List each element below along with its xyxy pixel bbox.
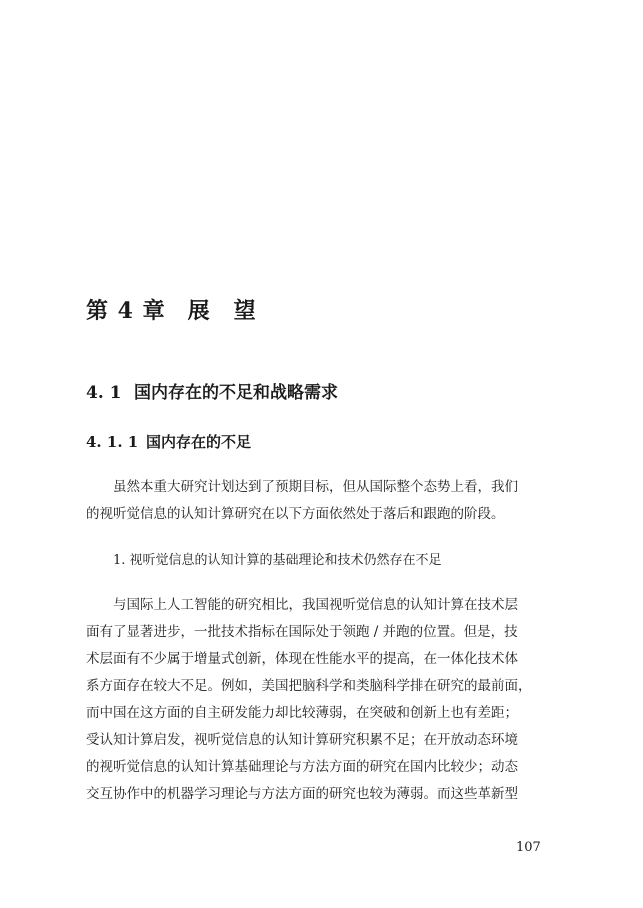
subsection-heading <box>86 431 251 452</box>
paragraph-line: 交互协作中的机器学习理论与方法方面的研究也较为薄弱。而这些革新型 <box>86 786 518 802</box>
paragraph-line: 受认知计算启发，视听觉信息的认知计算研究积累不足；在开放动态环境 <box>86 732 518 748</box>
page-number: 107 <box>516 840 541 855</box>
chapter-title <box>86 294 257 325</box>
chapter-prefix: 第 4 章 <box>86 298 166 324</box>
subsection-number: 4. 1. 1 <box>86 433 139 451</box>
paragraph-line: 的视听觉信息的认知计算基础理论与方法方面的研究在国内比较少；动态 <box>86 759 518 775</box>
paragraph-line: 虽然本重大研究计划达到了预期目标，但从国际整个态势上看，我们 <box>113 479 518 495</box>
section-heading <box>86 378 338 403</box>
paragraph-line: 面有了显著进步，一批技术指标在国际处于领跑 / 并跑的位置。但是，技 <box>86 624 518 640</box>
chapter-name: 展 望 <box>187 298 257 324</box>
paragraph-line: 而中国在这方面的自主研发能力却比较薄弱，在突破和创新上也有差距； <box>86 705 518 721</box>
paragraph-line: 术层面有不少属于增量式创新，体现在性能水平的提高，在一体化技术体 <box>86 651 518 667</box>
paragraph-line: 与国际上人工智能的研究相比，我国视听觉信息的认知计算在技术层 <box>113 597 518 613</box>
item-heading: 1. 视听觉信息的认知计算的基础理论和技术仍然存在不足 <box>113 553 442 568</box>
paragraph-intro <box>86 474 546 528</box>
subsection-title: 国内存在的不足 <box>146 433 252 451</box>
paragraph-line: 系方面存在较大不足。例如，美国把脑科学和类脑科学排在研究的最前面， <box>86 678 532 694</box>
section-title: 国内存在的不足和战略需求 <box>134 383 338 403</box>
paragraph-body <box>86 592 546 808</box>
section-number: 4. 1 <box>86 383 122 403</box>
paragraph-line: 的视听觉信息的认知计算研究在以下方面依然处于落后和跟跑的阶段。 <box>86 506 505 522</box>
